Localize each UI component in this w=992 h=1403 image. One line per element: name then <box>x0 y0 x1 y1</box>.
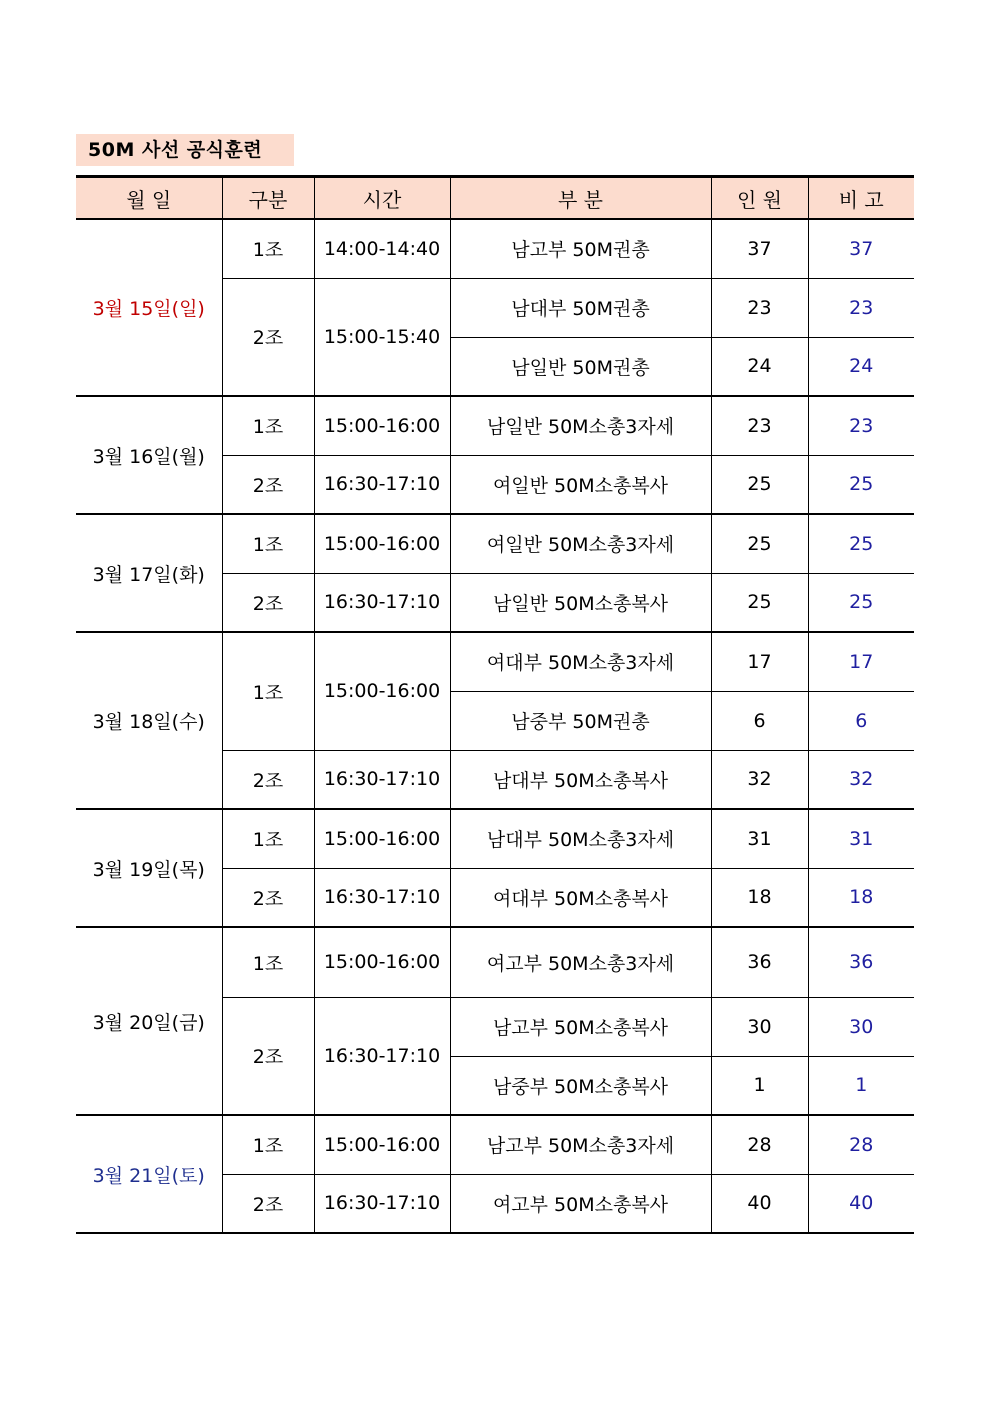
date-cell: 3월 15일(일) <box>76 219 222 396</box>
time-cell: 16:30-17:10 <box>314 1174 450 1233</box>
count-cell: 24 <box>711 337 808 396</box>
header-count: 인 원 <box>711 177 808 220</box>
count-cell: 18 <box>711 868 808 927</box>
count-cell: 37 <box>711 219 808 278</box>
time-cell: 15:00-16:00 <box>314 396 450 455</box>
division-cell: 남대부 50M소총복사 <box>450 750 711 809</box>
page-title: 50M 사선 공식훈련 <box>76 134 294 166</box>
time-cell: 16:30-17:10 <box>314 997 450 1115</box>
note-cell: 32 <box>808 750 914 809</box>
header-date: 월 일 <box>76 177 222 220</box>
table-row <box>76 927 914 997</box>
count-cell: 23 <box>711 396 808 455</box>
division-cell: 남고부 50M소총복사 <box>450 997 711 1056</box>
time-cell: 15:00-16:00 <box>314 514 450 573</box>
note-cell: 25 <box>808 455 914 514</box>
time-cell: 15:00-16:00 <box>314 1115 450 1174</box>
time-cell: 16:30-17:10 <box>314 750 450 809</box>
note-cell: 28 <box>808 1115 914 1174</box>
division-cell: 남중부 50M소총복사 <box>450 1056 711 1115</box>
group-cell: 1조 <box>222 809 314 868</box>
time-cell: 16:30-17:10 <box>314 868 450 927</box>
date-cell: 3월 20일(금) <box>76 927 222 1115</box>
note-cell: 23 <box>808 396 914 455</box>
time-cell: 16:30-17:10 <box>314 573 450 632</box>
date-cell: 3월 17일(화) <box>76 514 222 632</box>
count-cell: 30 <box>711 997 808 1056</box>
count-cell: 25 <box>711 573 808 632</box>
count-cell: 23 <box>711 278 808 337</box>
count-cell: 25 <box>711 455 808 514</box>
count-cell: 36 <box>711 927 808 997</box>
division-cell: 남중부 50M권총 <box>450 691 711 750</box>
count-cell: 1 <box>711 1056 808 1115</box>
group-cell: 2조 <box>222 573 314 632</box>
time-cell: 14:00-14:40 <box>314 219 450 278</box>
table-row <box>76 809 914 868</box>
group-cell: 2조 <box>222 868 314 927</box>
division-cell: 남일반 50M소총복사 <box>450 573 711 632</box>
group-cell: 1조 <box>222 396 314 455</box>
group-cell: 1조 <box>222 632 314 750</box>
date-cell: 3월 19일(목) <box>76 809 222 927</box>
note-cell: 6 <box>808 691 914 750</box>
note-cell: 25 <box>808 514 914 573</box>
group-cell: 2조 <box>222 278 314 396</box>
group-cell: 2조 <box>222 997 314 1115</box>
table-row <box>76 1115 914 1174</box>
schedule-table <box>76 175 914 1234</box>
note-cell: 37 <box>808 219 914 278</box>
table-row <box>76 514 914 573</box>
header-group: 구분 <box>222 177 314 220</box>
division-cell: 남고부 50M권총 <box>450 219 711 278</box>
time-cell: 16:30-17:10 <box>314 455 450 514</box>
group-cell: 1조 <box>222 514 314 573</box>
note-cell: 25 <box>808 573 914 632</box>
note-cell: 18 <box>808 868 914 927</box>
table-row <box>76 396 914 455</box>
division-cell: 여일반 50M소총3자세 <box>450 514 711 573</box>
header-row <box>76 177 914 220</box>
date-cell: 3월 21일(토) <box>76 1115 222 1233</box>
table-row <box>76 219 914 278</box>
count-cell: 6 <box>711 691 808 750</box>
note-cell: 40 <box>808 1174 914 1233</box>
division-cell: 여고부 50M소총3자세 <box>450 927 711 997</box>
group-cell: 1조 <box>222 927 314 997</box>
division-cell: 남고부 50M소총3자세 <box>450 1115 711 1174</box>
time-cell: 15:00-15:40 <box>314 278 450 396</box>
division-cell: 남대부 50M소총3자세 <box>450 809 711 868</box>
count-cell: 17 <box>711 632 808 691</box>
division-cell: 여고부 50M소총복사 <box>450 1174 711 1233</box>
header-time: 시간 <box>314 177 450 220</box>
note-cell: 17 <box>808 632 914 691</box>
date-cell: 3월 18일(수) <box>76 632 222 809</box>
header-division: 부 분 <box>450 177 711 220</box>
count-cell: 32 <box>711 750 808 809</box>
group-cell: 2조 <box>222 1174 314 1233</box>
date-cell: 3월 16일(월) <box>76 396 222 514</box>
note-cell: 30 <box>808 997 914 1056</box>
group-cell: 2조 <box>222 750 314 809</box>
division-cell: 남대부 50M권총 <box>450 278 711 337</box>
count-cell: 31 <box>711 809 808 868</box>
time-cell: 15:00-16:00 <box>314 632 450 750</box>
count-cell: 40 <box>711 1174 808 1233</box>
group-cell: 2조 <box>222 455 314 514</box>
note-cell: 36 <box>808 927 914 997</box>
group-cell: 1조 <box>222 1115 314 1174</box>
division-cell: 남일반 50M소총3자세 <box>450 396 711 455</box>
header-note: 비 고 <box>808 177 914 220</box>
note-cell: 31 <box>808 809 914 868</box>
note-cell: 24 <box>808 337 914 396</box>
division-cell: 여대부 50M소총3자세 <box>450 632 711 691</box>
division-cell: 남일반 50M권총 <box>450 337 711 396</box>
count-cell: 28 <box>711 1115 808 1174</box>
time-cell: 15:00-16:00 <box>314 809 450 868</box>
group-cell: 1조 <box>222 219 314 278</box>
note-cell: 1 <box>808 1056 914 1115</box>
count-cell: 25 <box>711 514 808 573</box>
division-cell: 여일반 50M소총복사 <box>450 455 711 514</box>
table-row <box>76 632 914 691</box>
division-cell: 여대부 50M소총복사 <box>450 868 711 927</box>
time-cell: 15:00-16:00 <box>314 927 450 997</box>
note-cell: 23 <box>808 278 914 337</box>
